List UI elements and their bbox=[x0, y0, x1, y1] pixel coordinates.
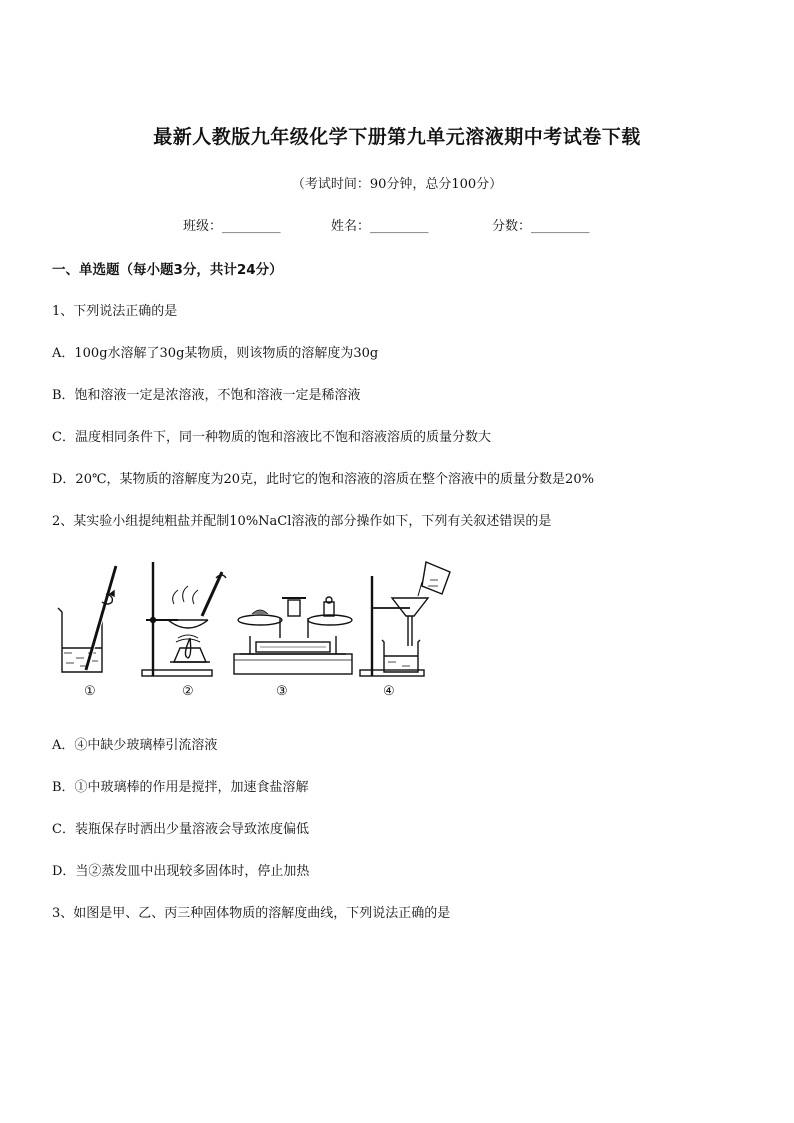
figure-label-1: ① bbox=[84, 684, 96, 699]
section-heading: 一、单选题（每小题3分，共计24分） bbox=[52, 262, 283, 278]
question-1-option-a: A．100g水溶解了30g某物质，则该物质的溶解度为30g bbox=[52, 346, 379, 361]
score-field[interactable]: 分数：_________ bbox=[492, 219, 590, 234]
exam-title: 最新人教版九年级化学下册第九单元溶液期中考试卷下载 bbox=[153, 126, 641, 148]
question-2-option-a: A．④中缺少玻璃棒引流溶液 bbox=[52, 738, 218, 753]
question-1-stem: 1、下列说法正确的是 bbox=[52, 304, 178, 319]
question-2-option-b: B．①中玻璃棒的作用是搅拌，加速食盐溶解 bbox=[52, 780, 309, 795]
class-field[interactable]: 班级：_________ bbox=[183, 219, 281, 234]
question-1-option-c: C．温度相同条件下，同一种物质的饱和溶液比不饱和溶液溶质的质量分数大 bbox=[52, 430, 491, 445]
figure-label-4: ④ bbox=[383, 684, 395, 699]
question-2-option-c: C．装瓶保存时洒出少量溶液会导致浓度偏低 bbox=[52, 822, 309, 837]
beaker-stirring-illustration bbox=[58, 566, 118, 672]
question-3-stem: 3、如图是甲、乙、丙三种固体物质的溶解度曲线，下列说法正确的是 bbox=[52, 906, 451, 921]
figure-label-2: ② bbox=[182, 684, 194, 699]
exam-subtitle: （考试时间：90分钟，总分100分） bbox=[291, 177, 503, 192]
evaporation-illustration bbox=[142, 562, 226, 676]
question-2-stem: 2、某实验小组提纯粗盐并配制10%NaCl溶液的部分操作如下，下列有关叙述错误的是 bbox=[52, 514, 552, 529]
question-1-option-d: D．20℃，某物质的溶解度为20克，此时它的饱和溶液的溶质在整个溶液中的质量分数是20% bbox=[52, 472, 594, 487]
lab-apparatus-figure bbox=[50, 558, 470, 708]
figure-label-3: ③ bbox=[276, 684, 288, 699]
balance-scale-illustration bbox=[234, 597, 352, 674]
student-info-fields bbox=[0, 215, 794, 235]
name-field[interactable]: 姓名：_________ bbox=[331, 219, 429, 234]
question-1-option-b: B．饱和溶液一定是浓溶液，不饱和溶液一定是稀溶液 bbox=[52, 388, 361, 403]
question-2-option-d: D．当②蒸发皿中出现较多固体时，停止加热 bbox=[52, 864, 310, 879]
filtration-illustration bbox=[360, 562, 450, 676]
